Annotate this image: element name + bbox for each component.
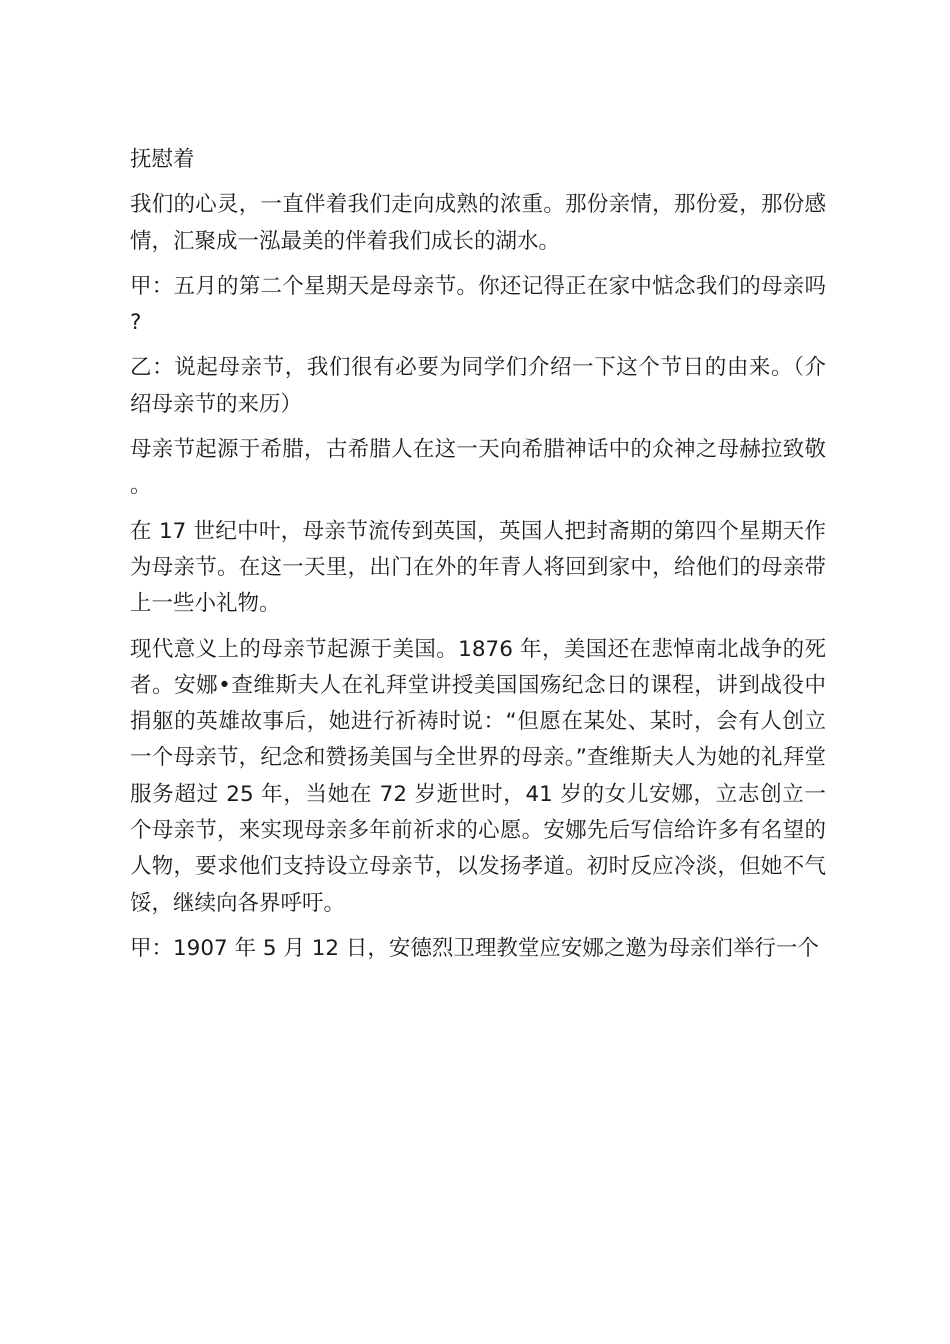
paragraph-4: 乙：说起母亲节，我们很有必要为同学们介绍一下这个节日的由来。（介绍母亲节的来历） [130, 355, 826, 417]
paragraph-2: 我们的心灵，一直伴着我们走向成熟的浓重。那份亲情，那份爱，那份感情，汇聚成一泓最美的伴着我们成长的湖水。 [130, 192, 826, 254]
paragraph-6: 在 17 世纪中叶，母亲节流传到英国，英国人把封斋期的第四个星期天作为母亲节。在这一天里，出门在外的年青人将回到家中，给他们的母亲带上一些小礼物。 [130, 518, 826, 617]
document-body [130, 142, 826, 976]
paragraph-3: 甲：五月的第二个星期天是母亲节。你还记得正在家中惦念我们的母亲吗? [130, 273, 826, 336]
paragraph-8: 甲：1907 年 5 月 12 日，安德烈卫理教堂应安娜之邀为母亲们举行一个 [130, 935, 819, 961]
paragraph-1: 抚慰着 [130, 147, 195, 172]
paragraph-7: 现代意义上的母亲节起源于美国。1876 年，美国还在悲悼南北战争的死者。安娜•查维斯夫人在礼拜堂讲授美国国殇纪念日的课程，讲到战役中捐躯的英雄故事后，她进行祈祷时说：“但愿在某处、某时，会有人创立一个母亲节，纪念和赞扬美国与全世界的母亲。”查维斯夫人为她的礼拜堂服务超过 25 年，当她在 72 岁逝世时，41 岁的女儿安娜，立志创立一个母亲节，来实现母亲多年前祈求的心愿。安娜先后写信给许多有名望的人物，要求他们支持设立母亲节，以发扬孝道。初时反应冷淡，但她不气馁，继续向各界呼吁。 [130, 636, 826, 916]
paragraph-5: 母亲节起源于希腊，古希腊人在这一天向希腊神话中的众神之母赫拉致敬。 [130, 437, 826, 499]
